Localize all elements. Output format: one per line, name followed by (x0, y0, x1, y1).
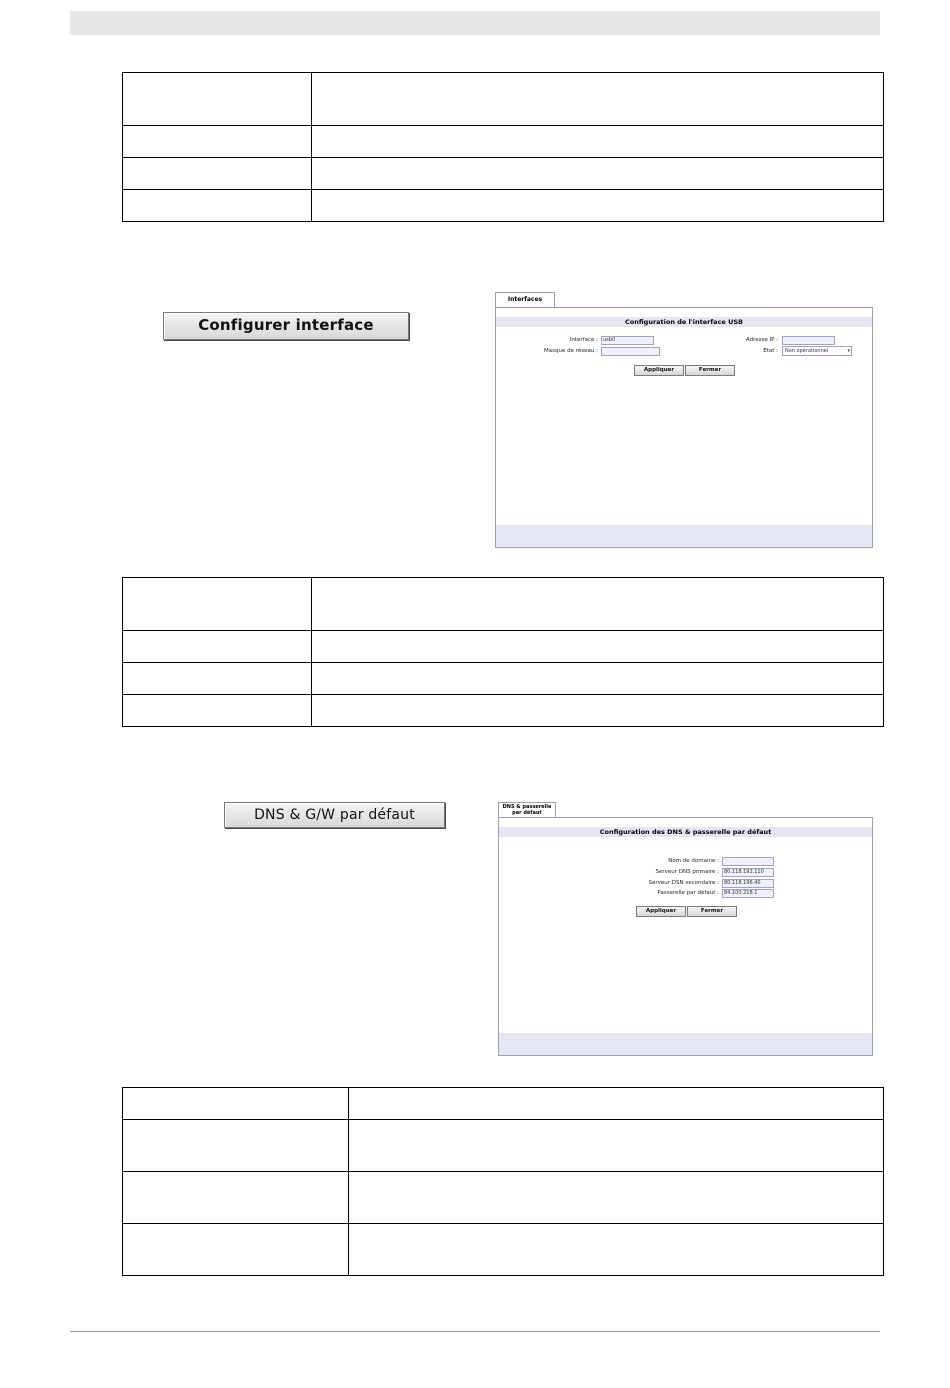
interface-config-frame (495, 307, 873, 548)
table-cell (123, 73, 312, 126)
table-cell (349, 1172, 884, 1224)
parameter-table-3 (122, 1087, 884, 1276)
panel-title: Configuration des DNS & passerelle par défaut (499, 827, 872, 837)
table-cell (312, 73, 884, 126)
tab-label-line1: DNS & passerelle (502, 804, 552, 810)
close-button[interactable]: Fermer (685, 365, 735, 376)
table-cell (123, 158, 312, 190)
table-cell (123, 695, 312, 727)
gateway-field[interactable]: 84.100.218.1 (722, 889, 774, 898)
table-cell (123, 1224, 349, 1276)
dns-secondary-label: Serveur DSN secondaire : (648, 880, 719, 886)
apply-button[interactable]: Appliquer (636, 906, 686, 917)
table-cell (349, 1088, 884, 1120)
table-cell (312, 695, 884, 727)
interface-field[interactable]: usb0 (601, 336, 654, 345)
tab-interfaces[interactable]: Interfaces (495, 292, 555, 307)
table-cell (123, 1088, 349, 1120)
table-cell (349, 1120, 884, 1172)
interface-config-panel (495, 292, 873, 548)
dns-config-panel (498, 802, 873, 1058)
dns-primary-label: Serveur DNS primaire : (655, 869, 719, 875)
panel-footer (496, 525, 872, 547)
chevron-down-icon: ▾ (847, 348, 850, 354)
panel-footer (499, 1033, 872, 1055)
state-select-value: Non opérationnel (785, 348, 829, 354)
interface-label: Interface : (569, 337, 598, 343)
table-cell (123, 631, 312, 663)
netmask-field[interactable] (601, 347, 660, 356)
domain-label: Nom de domaine : (668, 858, 719, 864)
gateway-label: Passerelle par défaut : (657, 890, 719, 896)
table-cell (312, 158, 884, 190)
table-cell (312, 663, 884, 695)
table-cell (123, 1172, 349, 1224)
table-cell (349, 1224, 884, 1276)
table-cell (123, 190, 312, 222)
netmask-label: Masque de réseau : (544, 348, 598, 354)
table-cell (312, 631, 884, 663)
ip-address-field[interactable] (782, 336, 835, 345)
tab-label-line2: par défaut (512, 810, 542, 816)
ip-address-label: Adresse IP : (745, 337, 778, 343)
parameter-table-1 (122, 72, 884, 222)
parameter-table-2 (122, 577, 884, 727)
domain-field[interactable] (722, 857, 774, 866)
apply-button[interactable]: Appliquer (634, 365, 684, 376)
table-cell (123, 663, 312, 695)
table-cell (123, 126, 312, 158)
state-select[interactable] (782, 346, 852, 356)
table-cell (123, 578, 312, 631)
dns-primary-field[interactable]: 80.118.192.110 (722, 868, 774, 877)
page-header-bar (70, 11, 880, 35)
dns-config-frame (498, 817, 873, 1056)
panel-title: Configuration de l'interface USB (496, 317, 872, 327)
table-cell (312, 190, 884, 222)
configure-interface-button[interactable]: Configurer interface (163, 312, 409, 340)
state-label: Etat : (763, 348, 778, 354)
close-button[interactable]: Fermer (687, 906, 737, 917)
table-cell (123, 1120, 349, 1172)
page-footer-line (70, 1331, 880, 1332)
tab-dns-gateway[interactable] (498, 802, 556, 818)
dns-gateway-button[interactable]: DNS & G/W par défaut (224, 802, 445, 828)
table-cell (312, 126, 884, 158)
dns-secondary-field[interactable]: 80.118.196.40 (722, 879, 774, 888)
table-cell (312, 578, 884, 631)
